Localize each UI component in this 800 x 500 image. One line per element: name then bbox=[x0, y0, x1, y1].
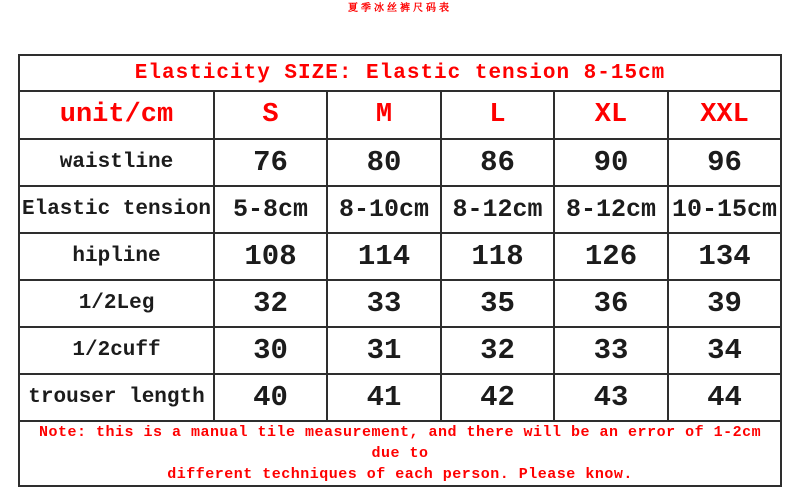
column-header-xxl: XXL bbox=[668, 91, 781, 139]
column-header-unit: unit/cm bbox=[19, 91, 214, 139]
table-row-hipline bbox=[19, 233, 781, 280]
cell-value: 33 bbox=[554, 327, 668, 374]
row-label: 1/2cuff bbox=[19, 327, 214, 374]
table-title-row bbox=[19, 55, 781, 91]
cell-value: 108 bbox=[214, 233, 327, 280]
row-label: trouser length bbox=[19, 374, 214, 421]
cell-value: 80 bbox=[327, 139, 441, 186]
cell-value: 44 bbox=[668, 374, 781, 421]
cell-value: 32 bbox=[441, 327, 554, 374]
column-header-l: L bbox=[441, 91, 554, 139]
table-note-row bbox=[19, 421, 781, 486]
table-row-half-leg bbox=[19, 280, 781, 327]
row-label: Elastic tension bbox=[19, 186, 214, 233]
table-header-row bbox=[19, 91, 781, 139]
cell-value: 36 bbox=[554, 280, 668, 327]
cell-value: 8-10cm bbox=[327, 186, 441, 233]
cell-value: 34 bbox=[668, 327, 781, 374]
cell-value: 40 bbox=[214, 374, 327, 421]
table-row-elastic-tension bbox=[19, 186, 781, 233]
measurement-note bbox=[19, 421, 781, 486]
cell-value: 32 bbox=[214, 280, 327, 327]
cell-value: 42 bbox=[441, 374, 554, 421]
row-label: 1/2Leg bbox=[19, 280, 214, 327]
cell-value: 10-15cm bbox=[668, 186, 781, 233]
cell-value: 43 bbox=[554, 374, 668, 421]
cell-value: 86 bbox=[441, 139, 554, 186]
table-title: Elasticity SIZE: Elastic tension 8-15cm bbox=[19, 55, 781, 91]
table-row-trouser-length bbox=[19, 374, 781, 421]
note-line-2: different techniques of each person. Please know. bbox=[167, 466, 633, 483]
cell-value: 41 bbox=[327, 374, 441, 421]
column-header-xl: XL bbox=[554, 91, 668, 139]
cell-value: 39 bbox=[668, 280, 781, 327]
cell-value: 96 bbox=[668, 139, 781, 186]
cell-value: 8-12cm bbox=[441, 186, 554, 233]
cell-value: 126 bbox=[554, 233, 668, 280]
column-header-s: S bbox=[214, 91, 327, 139]
cell-value: 118 bbox=[441, 233, 554, 280]
size-chart-table bbox=[18, 54, 782, 487]
table-row-half-cuff bbox=[19, 327, 781, 374]
cell-value: 30 bbox=[214, 327, 327, 374]
cell-value: 35 bbox=[441, 280, 554, 327]
note-line-1: Note: this is a manual tile measurement, and there will be an error of 1-2cm due to bbox=[38, 424, 762, 462]
cell-value: 5-8cm bbox=[214, 186, 327, 233]
cell-value: 76 bbox=[214, 139, 327, 186]
cell-value: 134 bbox=[668, 233, 781, 280]
row-label: waistline bbox=[19, 139, 214, 186]
top-watermark-text: 夏季冰丝裤尺码表 bbox=[348, 4, 452, 15]
cell-value: 90 bbox=[554, 139, 668, 186]
column-header-m: M bbox=[327, 91, 441, 139]
cell-value: 33 bbox=[327, 280, 441, 327]
cell-value: 114 bbox=[327, 233, 441, 280]
table-row-waistline bbox=[19, 139, 781, 186]
cell-value: 8-12cm bbox=[554, 186, 668, 233]
cell-value: 31 bbox=[327, 327, 441, 374]
row-label: hipline bbox=[19, 233, 214, 280]
